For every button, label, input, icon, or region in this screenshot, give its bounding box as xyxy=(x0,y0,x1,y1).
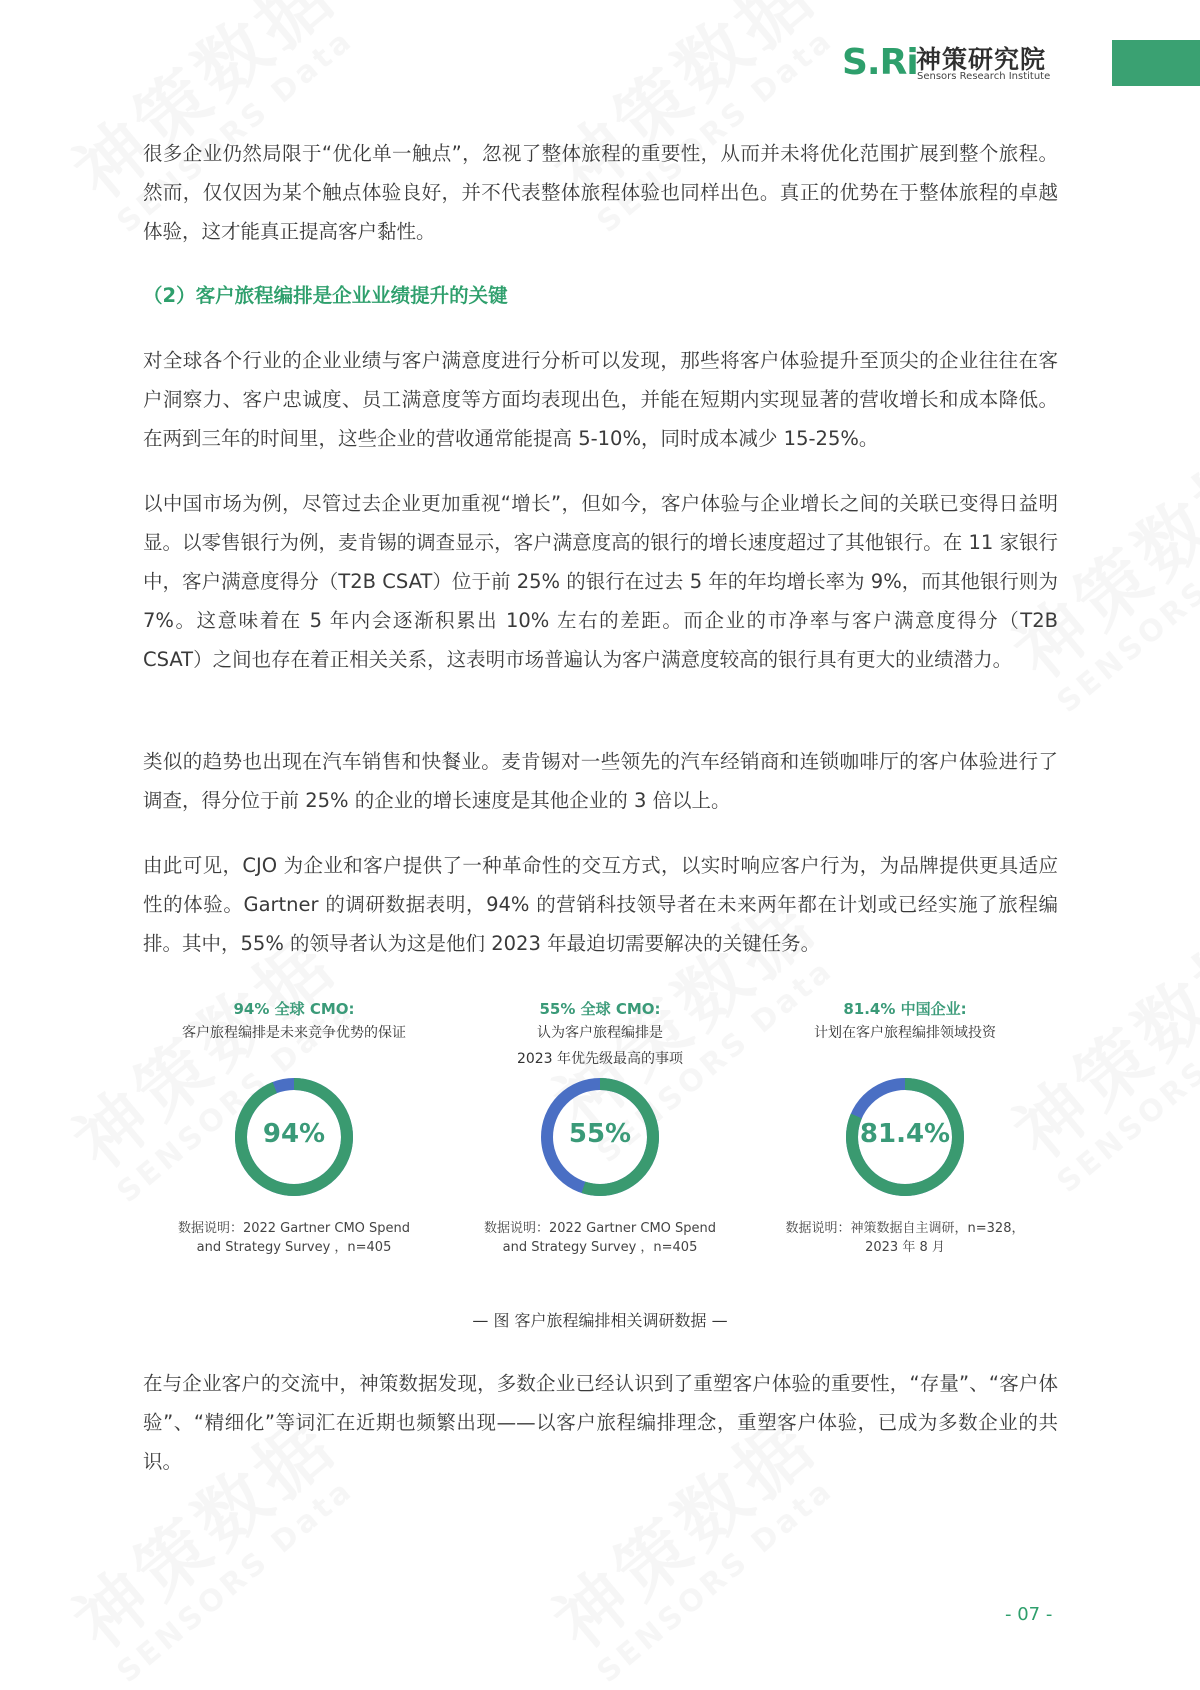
header-accent-bar xyxy=(1112,40,1200,86)
stat-block xyxy=(755,998,1055,1046)
paragraph-2: 对全球各个行业的企业业绩与客户满意度进行分析可以发现，那些将客户体验提升至顶尖的企业往往在客户洞察力、客户忠诚度、员工满意度等方面均表现出色，并能在短期内实现显著的营收增长和成本降低。在两到三年的时间里，这些企业的营收通常能提高 5-10%，同时成本减少 15-25%。 xyxy=(143,349,1058,450)
source-line: and Strategy Survey ，n=405 xyxy=(502,1240,698,1255)
stat-title: 55% 全球 CMO: xyxy=(539,1000,661,1018)
data-source-note xyxy=(450,1219,750,1257)
data-source-note xyxy=(755,1219,1055,1257)
paragraph-3: 以中国市场为例，尽管过去企业更加重视“增长”，但如今，客户体验与企业增长之间的关联已变得日益明显。以零售银行为例，麦肯锡的调查显示，客户满意度高的银行的增长速度超过了其他银行。在 11 家银行中，客户满意度得分（T2B CSAT）位于前 25% 的银行在过去 5 年的年均增长率为 9%，而其他银行则为 7%。这意味着在 5 年内会逐渐积累出 10% 左右的差距。而企业的市净率与客户满意度得分（T2B CSAT）之间也存在着正相关关系，这表明市场普遍认为客户满意度较高的银行具有更大的业绩潜力。 xyxy=(143,492,1058,671)
stat-block xyxy=(144,998,444,1046)
donut-value: 81.4% xyxy=(859,1119,951,1149)
stat-desc-line: 认为客户旅程编排是 xyxy=(537,1025,663,1041)
donut-value: 55% xyxy=(568,1119,632,1149)
paragraph-5: 由此可见，CJO 为企业和客户提供了一种革命性的交互方式，以实时响应客户行为，为品牌提供更具适应性的体验。Gartner 的调研数据表明，94% 的营销科技领导者在未来两年都在计划或已经实施了旅程编排。其中，55% 的领导者认为这是他们 2023 年最迫切需要解决的关键任务。 xyxy=(143,854,1058,955)
logo-title-en: Sensors Research Institute xyxy=(917,71,1051,82)
paragraph-4: 类似的趋势也出现在汽车销售和快餐业。麦肯锡对一些领先的汽车经销商和连锁咖啡厅的客户体验进行了调查，得分位于前 25% 的企业的增长速度是其他企业的 3 倍以上。 xyxy=(143,750,1058,812)
stat-block xyxy=(450,998,750,1072)
source-line: 2023 年 8 月 xyxy=(865,1240,945,1255)
source-line: and Strategy Survey ，n=405 xyxy=(196,1240,392,1255)
logo-mark: S.Ri xyxy=(842,42,918,83)
source-line: 数据说明：2022 Gartner CMO Spend xyxy=(483,1221,717,1236)
section-heading: （2）客户旅程编排是企业业绩提升的关键 xyxy=(143,284,508,307)
source-line: 数据说明：2022 Gartner CMO Spend xyxy=(177,1221,411,1236)
donut-value: 94% xyxy=(262,1119,326,1149)
stat-desc-line: 2023 年优先级最高的事项 xyxy=(516,1051,684,1067)
logo xyxy=(842,40,1072,84)
donut-chart xyxy=(232,1075,356,1199)
stat-desc-line: 计划在客户旅程编排领域投资 xyxy=(814,1025,996,1041)
paragraph-6: 在与企业客户的交流中，神策数据发现，多数企业已经认识到了重塑客户体验的重要性，“存量”、“客户体验”、“精细化”等词汇在近期也频繁出现——以客户旅程编排理念，重塑客户体验，已成为多数企业的共识。 xyxy=(143,1372,1058,1473)
stat-desc-line: 客户旅程编排是未来竞争优势的保证 xyxy=(182,1025,406,1041)
logo-title-cn: 神策研究院 xyxy=(916,45,1047,74)
stat-title: 81.4% 中国企业: xyxy=(843,1000,967,1018)
stat-title: 94% 全球 CMO: xyxy=(233,1000,355,1018)
donut-chart xyxy=(843,1075,967,1199)
figure-caption: — 图 客户旅程编排相关调研数据 — xyxy=(472,1311,728,1330)
source-line: 数据说明：神策数据自主调研，n=328， xyxy=(785,1221,1025,1236)
page-number: - 07 - xyxy=(1005,1604,1053,1625)
donut-chart xyxy=(538,1075,662,1199)
paragraph-1: 很多企业仍然局限于“优化单一触点”，忽视了整体旅程的重要性，从而并未将优化范围扩展到整个旅程。然而，仅仅因为某个触点体验良好，并不代表整体旅程体验也同样出色。真正的优势在于整体旅程的卓越体验，这才能真正提高客户黏性。 xyxy=(143,142,1058,243)
data-source-note xyxy=(144,1219,444,1257)
